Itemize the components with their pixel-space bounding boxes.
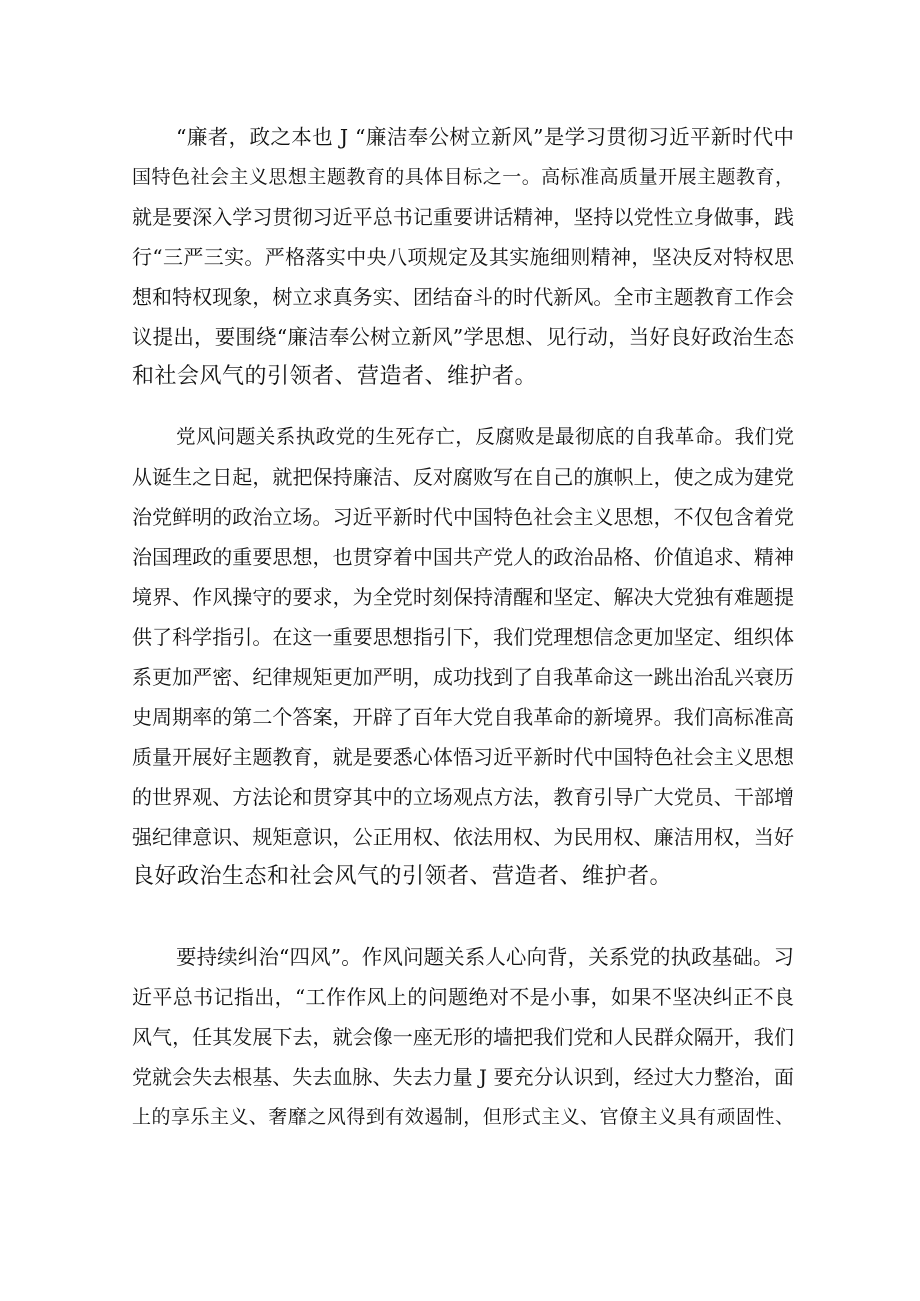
paragraph-3-line-5: 上的享乐主义、奢靡之风得到有效遏制，但形式主义、官僚主义具有顽固性、 [132,1106,794,1128]
paragraph-2-line-9: 质量开展好主题教育，就是要悉心体悟习近平新时代中国特色社会主义思想 [132,745,794,769]
paragraph-2-line-2: 从诞生之日起，就把保持廉洁、反对腐败写在自己的旗帜上，使之成为建党 [132,465,794,489]
paragraph-2-line-8: 史周期率的第二个答案，开辟了百年大党自我革命的新境界。我们高标准高 [132,705,794,729]
paragraph-3-line-3: 风气，任其发展下去，就会像一座无形的墙把我们党和人民群众隔开，我们 [132,1025,794,1049]
paragraph-1-line-5: 想和特权现象，树立求真务实、团结奋斗的时代新风。全市主题教育工作会 [132,285,794,309]
paragraph-3-line-4: 党就会失去根基、失去血脉、失去力量 J 要充分认识到，经过大力整治，面 [132,1065,794,1089]
paragraph-2-line-11: 强纪律意识、规矩意识，公正用权、依法用权、为民用权、廉洁用权，当好 [132,825,794,849]
paragraph-3-line-2: 近平总书记指出，“工作作风上的问题绝对不是小事，如果不坚决纠正不良 [132,985,794,1009]
paragraph-1-line-6: 议提出，要围绕“廉洁奉公树立新风”学思想、见行动，当好良好政治生态 [132,325,794,349]
paragraph-2-line-7: 系更加严密、纪律规矩更加严明，成功找到了自我革命这一跳出治乱兴衰历 [132,665,794,689]
paragraph-1-line-7: 和社会风气的引领者、营造者、维护者。 [132,364,538,389]
paragraph-3-line-1: 要持续纠治“四风”。作风问题关系人心向背，关系党的执政基础。习 [176,945,794,969]
paragraph-1-line-3: 就是要深入学习贯彻习近平总书记重要讲话精神，坚持以党性立身做事，践 [132,205,794,229]
paragraph-2-line-10: 的世界观、方法论和贯穿其中的立场观点方法，教育引导广大党员、干部增 [132,785,794,809]
paragraph-2-line-3: 治党鲜明的政治立场。习近平新时代中国特色社会主义思想，不仅包含着党 [132,505,794,529]
paragraph-2-line-1: 党风问题关系执政党的生死存亡，反腐败是最彻底的自我革命。我们党 [176,425,794,448]
paragraph-2-line-4: 治国理政的重要思想，也贯穿着中国共产党人的政治品格、价值追求、精神 [132,545,794,569]
paragraph-2-line-5: 境界、作风操守的要求，为全党时刻保持清醒和坚定、解决大党独有难题提 [132,585,794,609]
paragraph-1-line-1: “廉者，政之本也 J “廉洁奉公树立新风”是学习贯彻习近平新时代中 [176,125,794,149]
paragraph-2-line-6: 供了科学指引。在这一重要思想指引下，我们党理想信念更加坚定、组织体 [132,625,794,649]
paragraph-1-line-2: 国特色社会主义思想主题教育的具体目标之一。高标准高质量开展主题教育， [132,166,794,188]
paragraph-2-line-12: 良好政治生态和社会风气的引领者、营造者、维护者。 [132,864,673,889]
paragraph-1-line-4: 行“三严三实。严格落实中央八项规定及其实施细则精神，坚决反对特权思 [132,245,794,269]
